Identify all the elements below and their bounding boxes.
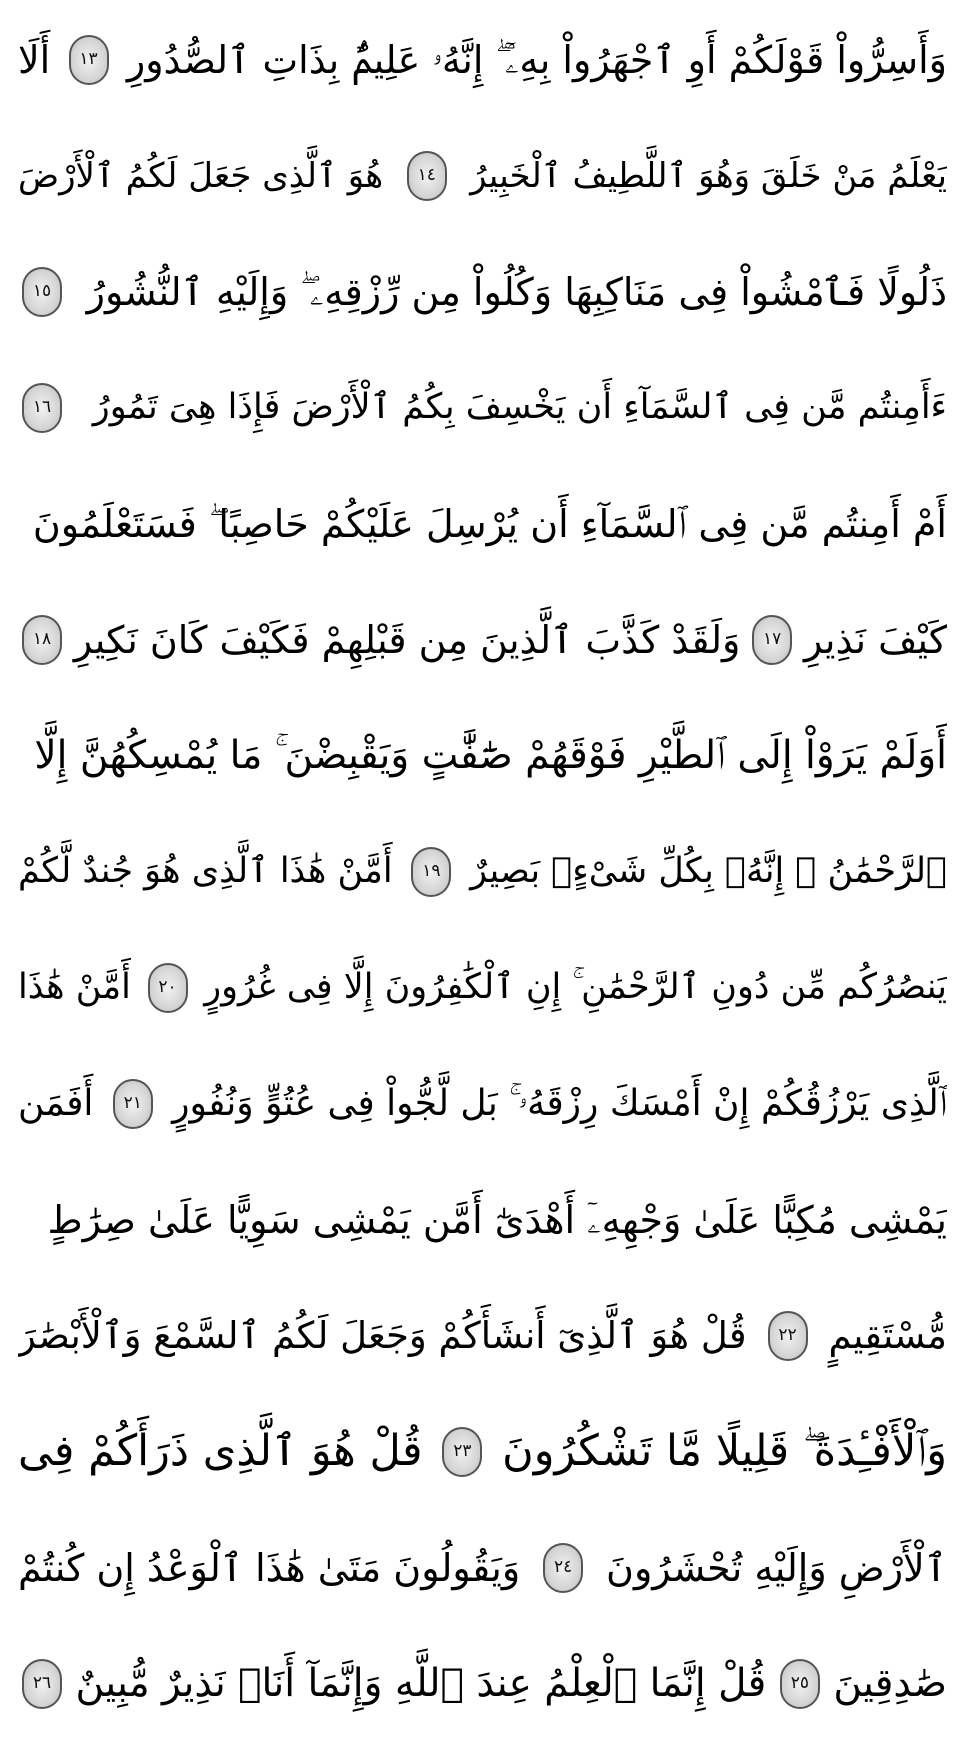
ayah-number-marker: ٢٣ (442, 1427, 482, 1477)
ayah-number-marker: ١٨ (22, 615, 62, 665)
verse-text: وَٱلْأَفْـِٔدَةَ ۖ قَلِيلًا مَّا تَشْكُرُونَ (502, 1426, 947, 1476)
text-line (18, 5, 947, 114)
ayah-number-marker: ٢٢ (768, 1311, 808, 1361)
ayah-number-marker: ١٩ (411, 847, 451, 897)
verse-text: وَأَسِرُّواْ قَوْلَكُمْ أَوِ ٱجْهَرُواْ بِهِۦٓ ۖ إِنَّهُۥ عَلِيمٌۢ بِذَاتِ ٱلصُّدُورِ (126, 37, 947, 82)
text-line (18, 1397, 947, 1506)
ayah-number-marker: ١٧ (752, 615, 792, 665)
text-line (18, 701, 947, 810)
verse-text: أَوَلَمْ يَرَوْاْ إِلَى ٱلطَّيْرِ فَوْقَهُمْ صَٰٓفَّٰتٍ وَيَقْبِضْنَ ۚ مَا يُمْسِكُهُنَّ إِلَّا (34, 733, 947, 778)
verse-text: كَيْفَ نَذِيرِ (803, 617, 947, 662)
verse-text: يَمْشِى مُكِبًّا عَلَىٰ وَجْهِهِۦٓ أَهْدَىٰٓ أَمَّن يَمْشِى سَوِيًّا عَلَىٰ صِرَٰطٍ (47, 1197, 947, 1242)
text-line (18, 469, 947, 578)
verse-text: قُلْ هُوَ ٱلَّذِى ذَرَأَكُمْ فِى (18, 1426, 423, 1476)
text-line (18, 1629, 947, 1738)
verse-text: أَمْ أَمِنتُم مَّن فِى ٱلسَّمَآءِ أَن يُرْسِلَ عَلَيْكُمْ حَاصِبًا ۖ فَسَتَعْلَمُونَ (32, 501, 947, 546)
verse-text: ٱلَّذِى يَرْزُقُكُمْ إِنْ أَمْسَكَ رِزْقَهُۥ ۚ بَل لَّجُّواْ فِى عُتُوٍّ وَنُفُورٍ (172, 1082, 947, 1124)
ayah-number-marker: ١٦ (22, 383, 62, 433)
text-line (18, 1049, 947, 1158)
verse-text: يَعْلَمُ مَنْ خَلَقَ وَهُوَ ٱللَّطِيفُ ٱلْخَبِيرُ (470, 155, 947, 196)
verse-text: وَيَقُولُونَ مَتَىٰ هَٰذَا ٱلْوَعْدُ إِن كُنتُمْ (18, 1545, 521, 1590)
verse-text: صَٰدِقِينَ (833, 1661, 947, 1706)
text-line (18, 817, 947, 926)
text-line (18, 121, 947, 230)
ayah-number-marker: ٢٠ (148, 963, 188, 1013)
verse-text: أَلَا (18, 37, 51, 82)
ayah-number-marker: ١٣ (69, 35, 109, 85)
verse-text: قُلْ إِنَّمَا ٱلْعِلْمُ عِندَ ٱللَّهِ وَإِنَّمَآ أَنَا۠ نَذِيرٌ مُّبِينٌ (75, 1661, 767, 1706)
ayah-number-marker: ١٥ (22, 267, 62, 317)
ayah-number-marker: ٢٦ (22, 1659, 62, 1709)
verse-text: ٱلرَّحْمَٰنُ ۚ إِنَّهُۥ بِكُلِّ شَىْءٍۭ بَصِيرٌ (470, 851, 947, 891)
verse-text: هُوَ ٱلَّذِى جَعَلَ لَكُمُ ٱلْأَرْضَ (18, 155, 384, 196)
text-line (18, 585, 947, 694)
verse-text: وَلَقَدْ كَذَّبَ ٱلَّذِينَ مِن قَبْلِهِمْ فَكَيْفَ كَانَ نَكِيرِ (73, 617, 741, 662)
verse-text: ءَأَمِنتُم مَّن فِى ٱلسَّمَآءِ أَن يَخْسِفَ بِكُمُ ٱلْأَرْضَ فَإِذَا هِىَ تَمُورُ (92, 387, 947, 427)
verse-text: يَنصُرُكُم مِّن دُونِ ٱلرَّحْمَٰنِ ۚ إِنِ ٱلْكَٰفِرُونَ إِلَّا فِى غُرُورٍ (204, 967, 947, 1007)
text-line (18, 1513, 947, 1622)
verse-text: أَفَمَن (18, 1082, 94, 1124)
text-line (18, 1165, 947, 1274)
text-line (18, 237, 947, 346)
verse-text: مُّسْتَقِيمٍ (828, 1314, 947, 1357)
verse-text: قُلْ هُوَ ٱلَّذِىٓ أَنشَأَكُمْ وَجَعَلَ لَكُمُ ٱلسَّمْعَ وَٱلْأَبْصَٰرَ (18, 1314, 747, 1357)
ayah-number-marker: ٢٤ (543, 1543, 583, 1593)
verse-text: أَمَّنْ هَٰذَا ٱلَّذِى هُوَ جُندٌ لَّكُمْ (18, 851, 393, 891)
verse-text: ذَلُولًا فَٱمْشُواْ فِى مَنَاكِبِهَا وَكُلُواْ مِن رِّزْقِهِۦ ۖ وَإِلَيْهِ ٱلنُّشُورُ (86, 269, 947, 314)
text-line (18, 1281, 947, 1390)
verse-text: أَمَّنْ هَٰذَا (18, 967, 131, 1007)
text-line (18, 933, 947, 1042)
text-line (18, 353, 947, 462)
ayah-number-marker: ٢١ (113, 1079, 153, 1129)
verse-text: ٱلْأَرْضِ وَإِلَيْهِ تُحْشَرُونَ (606, 1545, 947, 1590)
ayah-number-marker: ١٤ (407, 151, 447, 201)
ayah-number-marker: ٢٥ (780, 1659, 820, 1709)
